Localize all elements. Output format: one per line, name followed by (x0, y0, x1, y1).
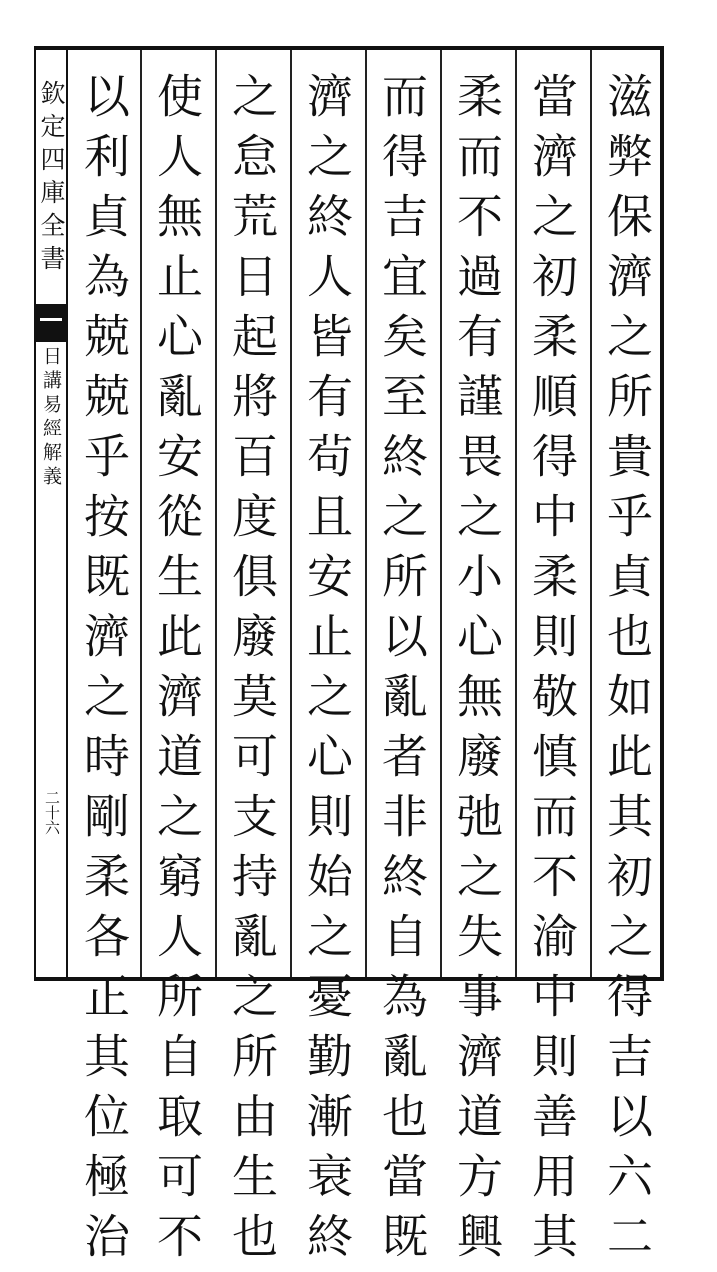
text-column-1: 滋弊保濟之所貴乎貞也如此其初之得吉以六二 (600, 72, 654, 1272)
text-column-2: 當濟之初柔順得中柔則敬慎而不渝中則善用其 (525, 72, 579, 1272)
text-column-5: 濟之終人皆有茍且安止之心則始之憂勤漸衰終 (300, 72, 354, 1272)
text-column-4: 而得吉宜矣至終之所以亂者非終自為亂也當既 (375, 72, 429, 1272)
text-column-6: 之怠荒日起將百度俱廢莫可支持亂之所由生也 (225, 72, 279, 1272)
book-title: 欽定四庫全書 (37, 80, 66, 278)
text-column-7: 使人無止心亂安從生此濟道之窮人所自取可不 (150, 72, 204, 1272)
page-number: 二十六 (43, 790, 61, 835)
section-title: 日講易經解義 (40, 346, 62, 490)
text-column-8: 以利貞為兢兢乎按既濟之時剛柔各正其位極治 (77, 72, 131, 1272)
text-column-3: 柔而不過有謹畏之小心無廢弛之失事濟道方興 (450, 72, 504, 1272)
fish-tail-mark (36, 304, 66, 342)
